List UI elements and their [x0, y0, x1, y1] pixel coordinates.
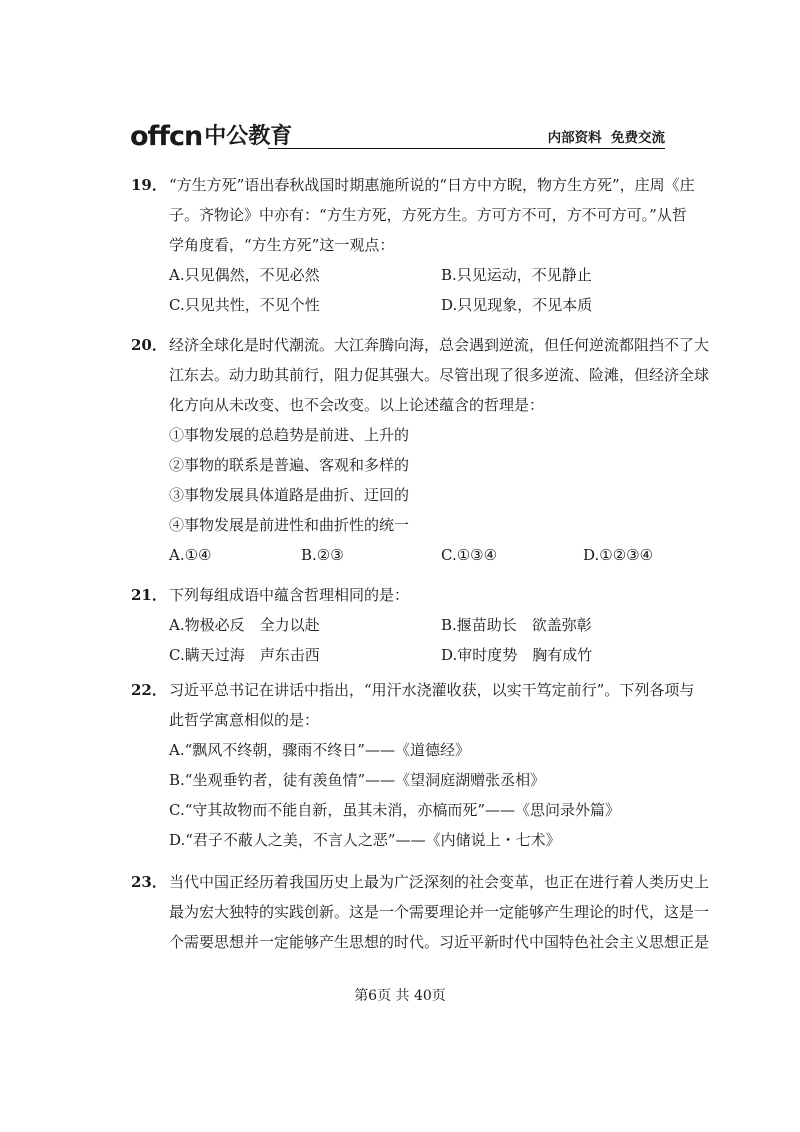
options-row [169, 260, 671, 290]
statement-item: ③事物发展具体道路是曲折、迂回的 [169, 486, 410, 504]
page-header [130, 118, 665, 154]
statement-item: ①事物发展的总趋势是前进、上升的 [169, 426, 410, 444]
option-b: B.揠苗助长 欲盖弥彰 [441, 616, 592, 634]
options-row [169, 290, 671, 320]
options-row [169, 640, 671, 670]
options-row [169, 540, 671, 570]
header-note: 内部资料 免费交流 [547, 130, 665, 146]
question-21 [131, 580, 671, 670]
option-b: B.只见运动，不见静止 [441, 266, 592, 284]
question-number: 22． [131, 681, 167, 699]
option-a: A.①④ [169, 546, 212, 564]
question-text-line: 子。齐物论》中亦有：“方生方死，方死方生。方可方不可，方不可方可。”从哲 [169, 206, 687, 224]
page-number: 第6页 共 40页 [354, 988, 446, 1004]
question-text-line: “方生方死”语出春秋战国时期惠施所说的“日方中方睨，物方生方死”，庄周《庄 [169, 176, 695, 194]
option-d: D.“君子不蔽人之美，不言人之恶”——《内储说上・七术》 [169, 831, 561, 849]
option-c: C.瞒天过海 声东击西 [169, 646, 320, 664]
question-number: 21． [131, 586, 167, 604]
question-text-line: 个需要思想并一定能够产生思想的时代。习近平新时代中国特色社会主义思想正是 [169, 933, 710, 951]
option-a: A.只见偶然，不见必然 [169, 266, 320, 284]
logo-chinese: 中公教育 [204, 124, 293, 149]
option-c: C.只见共性，不见个性 [169, 296, 320, 314]
question-23 [131, 867, 710, 957]
header-rule [268, 148, 665, 149]
options-row [169, 610, 671, 640]
option-a: A.物极必反 全力以赴 [169, 616, 320, 634]
option-a: A.“飘风不终朝，骤雨不终日”——《道德经》 [169, 741, 470, 759]
question-20 [131, 330, 710, 570]
question-text-line: 此哲学寓意相似的是： [169, 711, 320, 729]
option-c: C.“守其故物而不能自新，虽其未消，亦槁而死”——《思问录外篇》 [169, 801, 621, 819]
statement-item: ④事物发展是前进性和曲折性的统一 [169, 516, 410, 534]
question-22 [131, 675, 695, 855]
option-d: D.①②③④ [583, 546, 654, 564]
question-text-line: 下列每组成语中蕴含哲理相同的是： [169, 586, 410, 604]
option-b: B.“坐观垂钓者，徒有羡鱼情”——《望洞庭湖赠张丞相》 [169, 771, 546, 789]
question-number: 19． [131, 176, 167, 194]
question-number: 23． [131, 873, 167, 891]
question-text-line: 经济全球化是时代潮流。大江奔腾向海，总会遇到逆流，但任何逆流都阻挡不了大 [169, 336, 710, 354]
option-d: D.只见现象，不见本质 [441, 296, 593, 314]
question-text-line: 学角度看，“方生方死”这一观点： [169, 236, 395, 254]
statement-item: ②事物的联系是普遍、客观和多样的 [169, 456, 410, 474]
question-text-line: 最为宏大独特的实践创新。这是一个需要理论并一定能够产生理论的时代，这是一 [169, 903, 710, 921]
question-text-line: 江东去。动力助其前行，阻力促其强大。尽管出现了很多逆流、险滩，但经济全球 [169, 366, 710, 384]
option-d: D.审时度势 胸有成竹 [441, 646, 593, 664]
logo-english: offcn [130, 121, 203, 152]
question-19 [131, 170, 695, 320]
option-c: C.①③④ [441, 546, 498, 564]
question-number: 20． [131, 336, 167, 354]
option-b: B.②③ [301, 546, 344, 564]
question-text-line: 化方向从未改变、也不会改变。以上论述蕴含的哲理是： [169, 396, 545, 414]
question-text-line: 当代中国正经历着我国历史上最为广泛深刻的社会变革，也正在进行着人类历史上 [169, 873, 710, 891]
question-text-line: 习近平总书记在讲话中指出，“用汗水浇灌收获，以实干笃定前行”。下列各项与 [169, 681, 695, 699]
